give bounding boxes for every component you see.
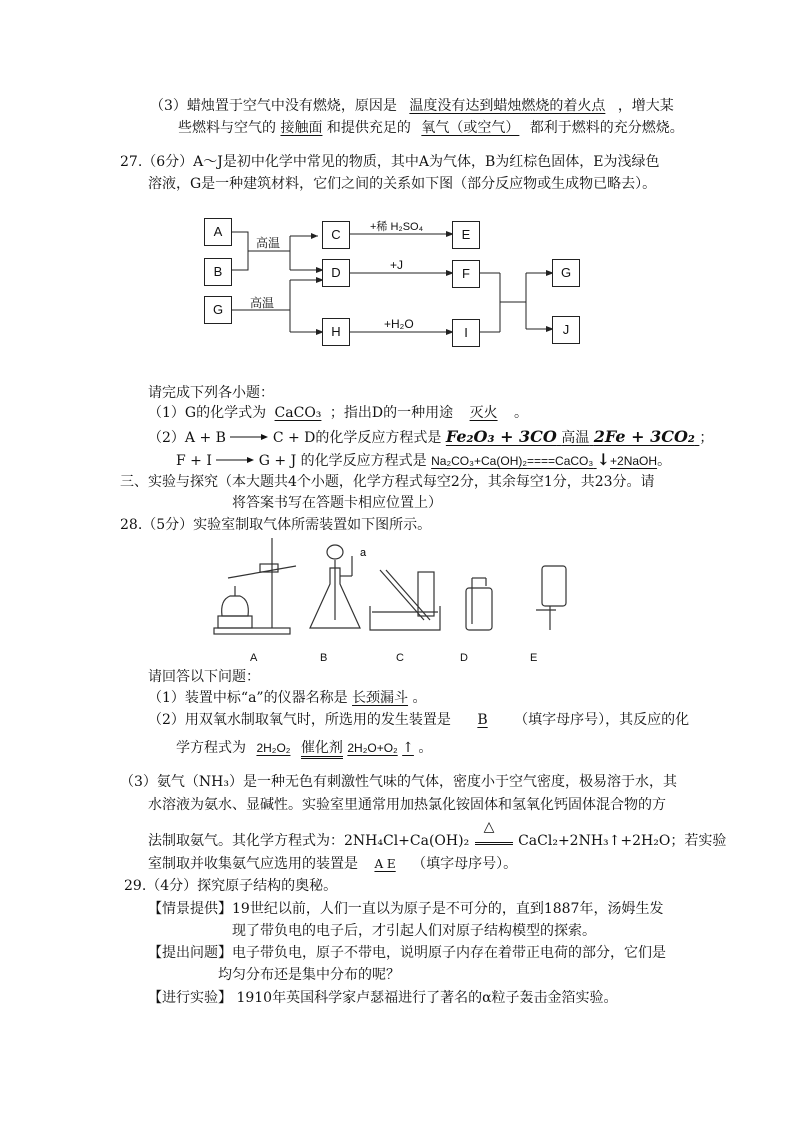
label-high-temp-1: 高温 — [256, 236, 281, 250]
node-h: H — [322, 318, 350, 346]
eq-condition-high-temp: 高温 — [561, 430, 590, 446]
label-plus-water: +H₂O — [384, 317, 414, 331]
eq-fe2o3-left: Fe₂O₃ + 3CO — [445, 427, 557, 446]
q27-sub3: F + I G + J 的化学反应方程式是 Na₂CO₃+Ca(OH)₂====CaCO₃ ↓+2NaOH。 — [176, 450, 672, 469]
answer-d-use: 灭火 — [469, 405, 498, 421]
node-d: D — [322, 259, 350, 287]
eq-fe2o3-right: 2Fe + 3CO₂ — [593, 427, 695, 446]
q29-intro: 29.（4分）探究原子结构的奥秘。 — [124, 878, 338, 894]
eq-condition-catalyst: 催化剂 — [301, 740, 343, 759]
q29-p1a: 【情景提供】19世纪以前，人们一直以为原子是不可分的，直到1887年，汤姆生发 — [148, 901, 664, 917]
q29-p3: 【进行实验】 1910年英国科学家卢瑟福进行了著名的α粒子轰击金箔实验。 — [148, 990, 618, 1006]
arrow-icon — [216, 455, 254, 465]
heating-condition — [474, 819, 514, 851]
q28-s3-l4: 室制取并收集氨气应选用的装置是 A E （填字母序号）。 — [148, 856, 518, 872]
node-j: J — [552, 316, 580, 344]
node-a: A — [204, 218, 232, 246]
q28-prompt: 请回答以下问题： — [148, 669, 260, 685]
q28-s2: （2）用双氧水制取氧气时，所选用的发生装置是 B （填字母序号），其反应的化 — [148, 712, 690, 728]
apparatus-figure — [200, 530, 600, 640]
arrow-icon — [230, 432, 268, 442]
q27-intro-line1: 27.（6分）A～J是初中化学中常见的物质，其中A为气体，B为红棕色固体，E为浅绿色 — [120, 154, 660, 170]
answer-ignition: 温度没有达到蜡烛燃烧的着火点 — [409, 98, 606, 114]
q28-intro: 28.（5分）实验室制取气体所需装置如下图所示。 — [120, 517, 432, 533]
q27-prompt: 请完成下列各小题： — [148, 385, 274, 401]
node-g-right: G — [552, 259, 580, 287]
node-e: E — [452, 221, 480, 249]
node-b: B — [204, 258, 232, 286]
q26-line2: 些燃料与空气的 接触面 和提供充足的 氧气（或空气） 都利于燃料的充分燃烧。 — [178, 120, 684, 136]
q26-line1: （3）蜡烛置于空气中没有燃烧，原因是 温度没有达到蜡烛燃烧的着火点 ，增大某 — [150, 98, 674, 114]
eq-na2co3-left: Na₂CO₃+Ca(OH)₂ — [431, 454, 528, 468]
q28-s1: （1）装置中标“a”的仪器名称是 长颈漏斗 。 — [148, 690, 427, 706]
section3-heading: 三、实验与探究（本大题共4个小题，化学方程式每空2分，其余每空1分，共23分。请 — [120, 474, 655, 490]
apparatus-label-b: B — [320, 652, 328, 664]
label-high-temp-2: 高温 — [250, 296, 275, 310]
down-arrow-icon: ↓ — [596, 450, 611, 469]
q27-intro-line2: 溶液，G是一种建筑材料，它们之间的关系如下图（部分反应物或生成物已略去）。 — [148, 176, 657, 192]
label-dilute-acid: +稀 H₂SO₄ — [370, 221, 424, 233]
q28-s2-eq: 学方程式为 2H₂O₂ 催化剂 2H₂O+O₂ ↑ 。 — [176, 738, 432, 758]
q27-sub2: （2）A + B C + D的化学反应方程式是 Fe₂O₃ + 3CO 高温 2Fe + 3CO₂ ； — [148, 427, 714, 446]
node-g-left: G — [204, 296, 232, 324]
answer-g-formula: CaCO₃ — [274, 405, 322, 421]
node-f: F — [452, 260, 480, 288]
q29-p1b: 现了带负电的电子后，才引起人们对原子结构模型的探索。 — [232, 923, 596, 939]
q28-s3-l1: （3）氨气（NH₃）是一种无色有刺激性气味的气体，密度小于空气密度，极易溶于水，其 — [120, 774, 677, 790]
q27-sub1: （1）G的化学式为 CaCO₃ ；指出D的一种用途 灭火 。 — [148, 405, 529, 421]
section3-heading-cont: 将答案书写在答题卡相应位置上） — [232, 495, 442, 511]
apparatus-label-e: E — [530, 652, 538, 664]
q28-s3-l2: 水溶液为氨水、显碱性。实验室里通常用加热氯化铵固体和氢氧化钙固体混合物的方 — [148, 797, 666, 813]
answer-devices-ae: A E — [374, 857, 396, 871]
label-plus-j: +J — [390, 258, 404, 272]
answer-device-b: B — [477, 712, 488, 728]
answer-contact-area: 接触面 — [280, 120, 323, 136]
up-arrow-icon: ↑ — [402, 740, 414, 756]
q29-p2a: 【提出问题】电子带负电，原子不带电，说明原子内存在着带正电荷的部分，它们是 — [148, 945, 666, 961]
apparatus-label-c: C — [396, 652, 404, 664]
node-i: I — [452, 319, 480, 347]
q29-p2b: 均匀分布还是集中分布的呢？ — [218, 967, 400, 983]
delta-icon: △ — [483, 819, 495, 835]
q28-s3-l3: 法制取氨气。其化学方程式为：2NH₄Cl+Ca(OH)₂ △ CaCl₂+2NH₃↑+2H₂O；若实验 — [148, 819, 727, 849]
node-c: C — [322, 221, 350, 249]
apparatus-label-d: D — [460, 652, 468, 664]
answer-funnel: 长颈漏斗 — [352, 690, 409, 706]
answer-oxygen: 氧气（或空气） — [421, 120, 520, 136]
apparatus-label-a: A — [250, 652, 258, 664]
label-a: a — [360, 547, 367, 559]
